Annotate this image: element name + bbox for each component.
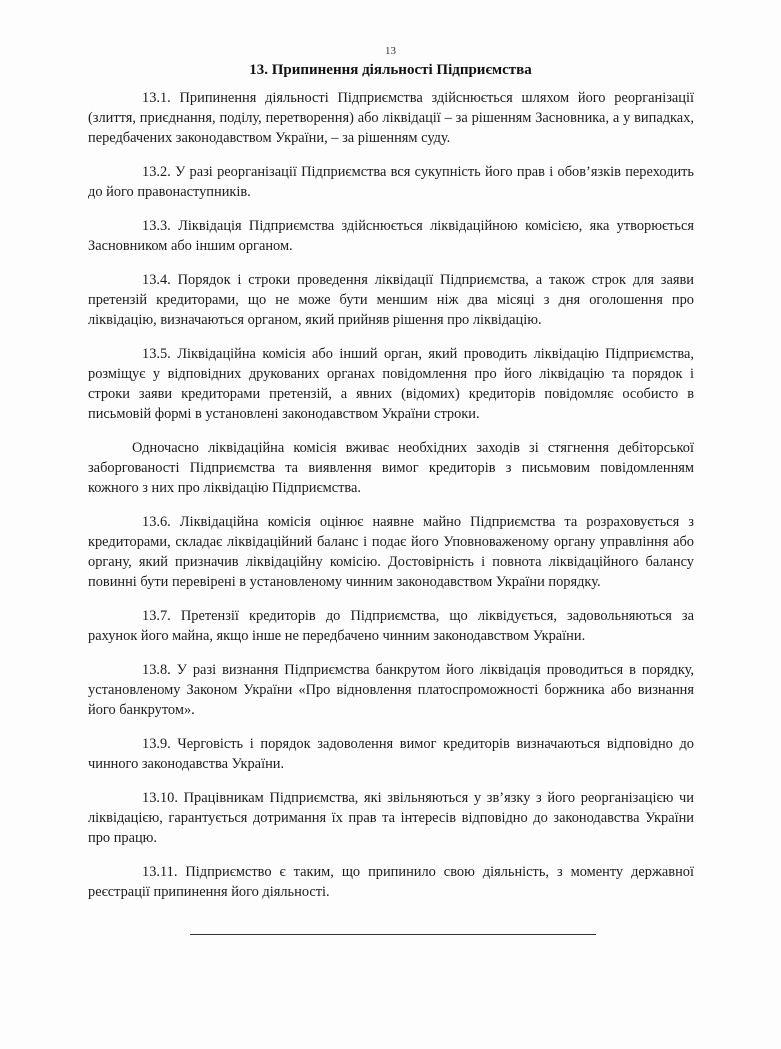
paragraph-13-8: 13.8. У разі визнання Підприємства банкрутом його ліквідація проводиться в порядку, установленому Законом України «Про відновлення платоспроможності боржника або визнання його банкрутом». [88, 662, 694, 718]
paragraph-13-7: 13.7. Претензії кредиторів до Підприємства, що ліквідується, задовольняються за рахунок його майна, якщо інше не передбачено чинним законодавством України. [88, 608, 694, 644]
paragraph-13-11: 13.11. Підприємство є таким, що припинило свою діяльність, з моменту державної реєстрації припинення його діяльності. [88, 864, 694, 900]
document-body [88, 88, 694, 916]
paragraph-13-9: 13.9. Черговість і порядок задоволення вимог кредиторів визначаються відповідно до чинного законодавства України. [88, 736, 694, 772]
paragraph-13-10: 13.10. Працівникам Підприємства, які звільняються у зв’язку з його реорганізацією чи ліквідацією, гарантується дотримання їх прав та інтересів відповідно до законодавства України про працю. [88, 790, 694, 846]
footer-divider-line [190, 934, 596, 935]
section-title: 13. Припинення діяльності Підприємства [249, 62, 532, 78]
page-number: 13 [385, 45, 396, 57]
paragraph-13-4: 13.4. Порядок і строки проведення ліквідації Підприємства, а також строк для заяви претензій кредиторами, що не може бути меншим ніж два місяці з дня оголошення про ліквідацію, визначаються органом, який прийняв рішення про ліквідацію. [88, 272, 694, 328]
paragraph-13-6: 13.6. Ліквідаційна комісія оцінює наявне майно Підприємства та розраховується з кредиторами, складає ліквідаційний баланс і подає його Уповноваженому органу управління або органу, який призначив ліквідаційну комісію. Достовірність і повнота ліквідаційного балансу повинні бути перевірені в установленому чинним законодавством України порядку. [88, 514, 694, 590]
paragraph-13-3: 13.3. Ліквідація Підприємства здійснюється ліквідаційною комісією, яка утворюється Засновником або іншим органом. [88, 218, 694, 254]
paragraph-13-1: 13.1. Припинення діяльності Підприємства здійснюється шляхом його реорганізації (злиття, приєднання, поділу, перетворення) або ліквідації – за рішенням Засновника, а у випадках, передбачених законодавством України, – за рішенням суду. [88, 90, 694, 146]
paragraph-13-2: 13.2. У разі реорганізації Підприємства вся сукупність його прав і обов’язків переходить до його правонаступників. [88, 164, 694, 200]
paragraph-13-5-continued: Одночасно ліквідаційна комісія вживає необхідних заходів зі стягнення дебіторської заборгованості Підприємства та виявлення вимог кредиторів з письмовим повідомленням кожного з них про ліквідацію Підприємства. [88, 440, 694, 496]
paragraph-13-5: 13.5. Ліквідаційна комісія або інший орган, який проводить ліквідацію Підприємства, розміщує у відповідних друкованих органах повідомлення про його ліквідацію та порядок і строки заяви кредиторами претензій, а явних (відомих) кредиторів повідомляє особисто в письмовій формі в установлені законодавством України строки. [88, 346, 694, 422]
